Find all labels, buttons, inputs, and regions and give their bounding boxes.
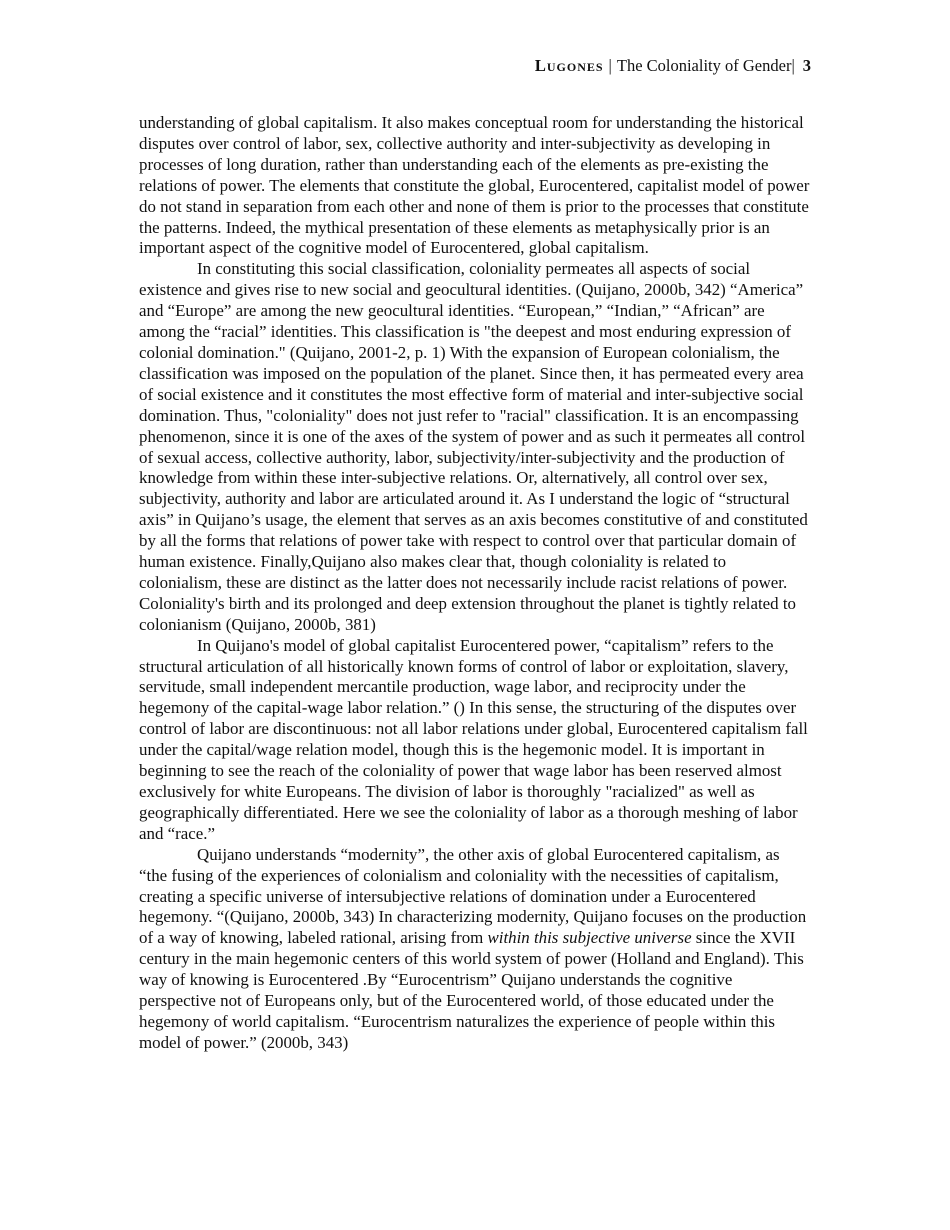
header-separator: | [608,56,612,75]
paragraph-4-text-after: since the XVII century in the main hegemonic centers of this world system of power (Holland and England). This way of knowing is Eurocentered .By “Eurocentrism” Quijano understands the cognitive perspective not of Europeans only, but of the Eurocentered world, of those educated under the hegemony of world capitalism. “Eurocentrism naturalizes the experience of people within this model of power.” (2000b, 343) [139,928,804,1052]
body-text [139,113,811,1054]
running-header [535,55,811,77]
paragraph-2: In constituting this social classification, coloniality permeates all aspects of social existence and gives rise to new social and geocultural identities. (Quijano, 2000b, 342) “America” and “Europe” are among the new geocultural identities. “European,” “Indian,” “African” are among the “racial” identities. This classification is "the deepest and most enduring expression of colonial domination." (Quijano, 2001-2, p. 1) With the expansion of European colonialism, the classification was imposed on the population of the planet. Since then, it has permeated every area of social existence and it constitutes the most effective form of material and inter-subjective social domination. Thus, "coloniality" does not just refer to "racial" classification. It is an encompassing phenomenon, since it is one of the axes of the system of power and as such it permeates all control of sexual access, collective authority, labor, subjectivity/inter-subjectivity and the production of knowledge from within these inter-subjective relations. Or, alternatively, all control over sex, subjectivity, authority and labor are articulated around it. As I understand the logic of “structural axis” in Quijano’s usage, the element that serves as an axis becomes constitutive of and constituted by all the forms that relations of power take with respect to control over that particular domain of human existence. Finally,Quijano also makes clear that, though coloniality is related to colonialism, these are distinct as the latter does not necessarily include racist relations of power. Coloniality's birth and its prolonged and deep extension throughout the planet is tightly related to colonianism (Quijano, 2000b, 381) [139,259,808,634]
header-author: Lugones [534,56,604,75]
paragraph-4-text-before: Quijano understands “modernity”, the other axis of global Eurocentered capitalism, as “the fusing of the experiences of colonialism and coloniality with the necessities of capitalism, creating a specific universe of intersubjective relations of domination under a Eurocentered hegemony. “(Quijano, 2000b, 343) In characterizing modernity, Quijano focuses on the production of a way of knowing, labeled rational, arising from [139,844,807,948]
paragraph-3: In Quijano's model of global capitalist Eurocentered power, “capitalism” refers to the structural articulation of all historically known forms of control of labor or exploitation, slavery, servitude, small independent mercantile production, wage labor, and reciprocity under the hegemony of the capital-wage labor relation.” () In this sense, the structuring of the disputes over control of labor are discontinuous: not all labor relations under global, Eurocentered capitalism fall under the capital/wage relation model, though this is the hegemonic model. It is important in beginning to see the reach of the coloniality of power that wage labor has been reserved almost exclusively for white Europeans. The division of labor is thoroughly "racialized" as well as geographically differentiated. Here we see the coloniality of labor as a thorough meshing of labor and “race.” [139,635,808,843]
paragraph-4-italic-phrase: within this subjective universe [487,928,692,948]
page-number: 3 [802,56,811,75]
paragraph-1: understanding of global capitalism. It also makes conceptual room for understanding the historical disputes over control of labor, sex, collective authority and inter-subjectivity as developing in processes of long duration, rather than understanding each of the elements as pre-existing the relations of power. The elements that constitute the global, Eurocentered, capitalist model of power do not stand in separation from each other and none of them is prior to the processes that constitute the patterns. Indeed, the mythical presentation of these elements as metaphysically prior is an important aspect of the cognitive model of Eurocentered, global capitalism. [139,113,810,258]
paragraph-4 [139,845,811,1054]
header-title: The Coloniality of Gender| [616,56,795,75]
